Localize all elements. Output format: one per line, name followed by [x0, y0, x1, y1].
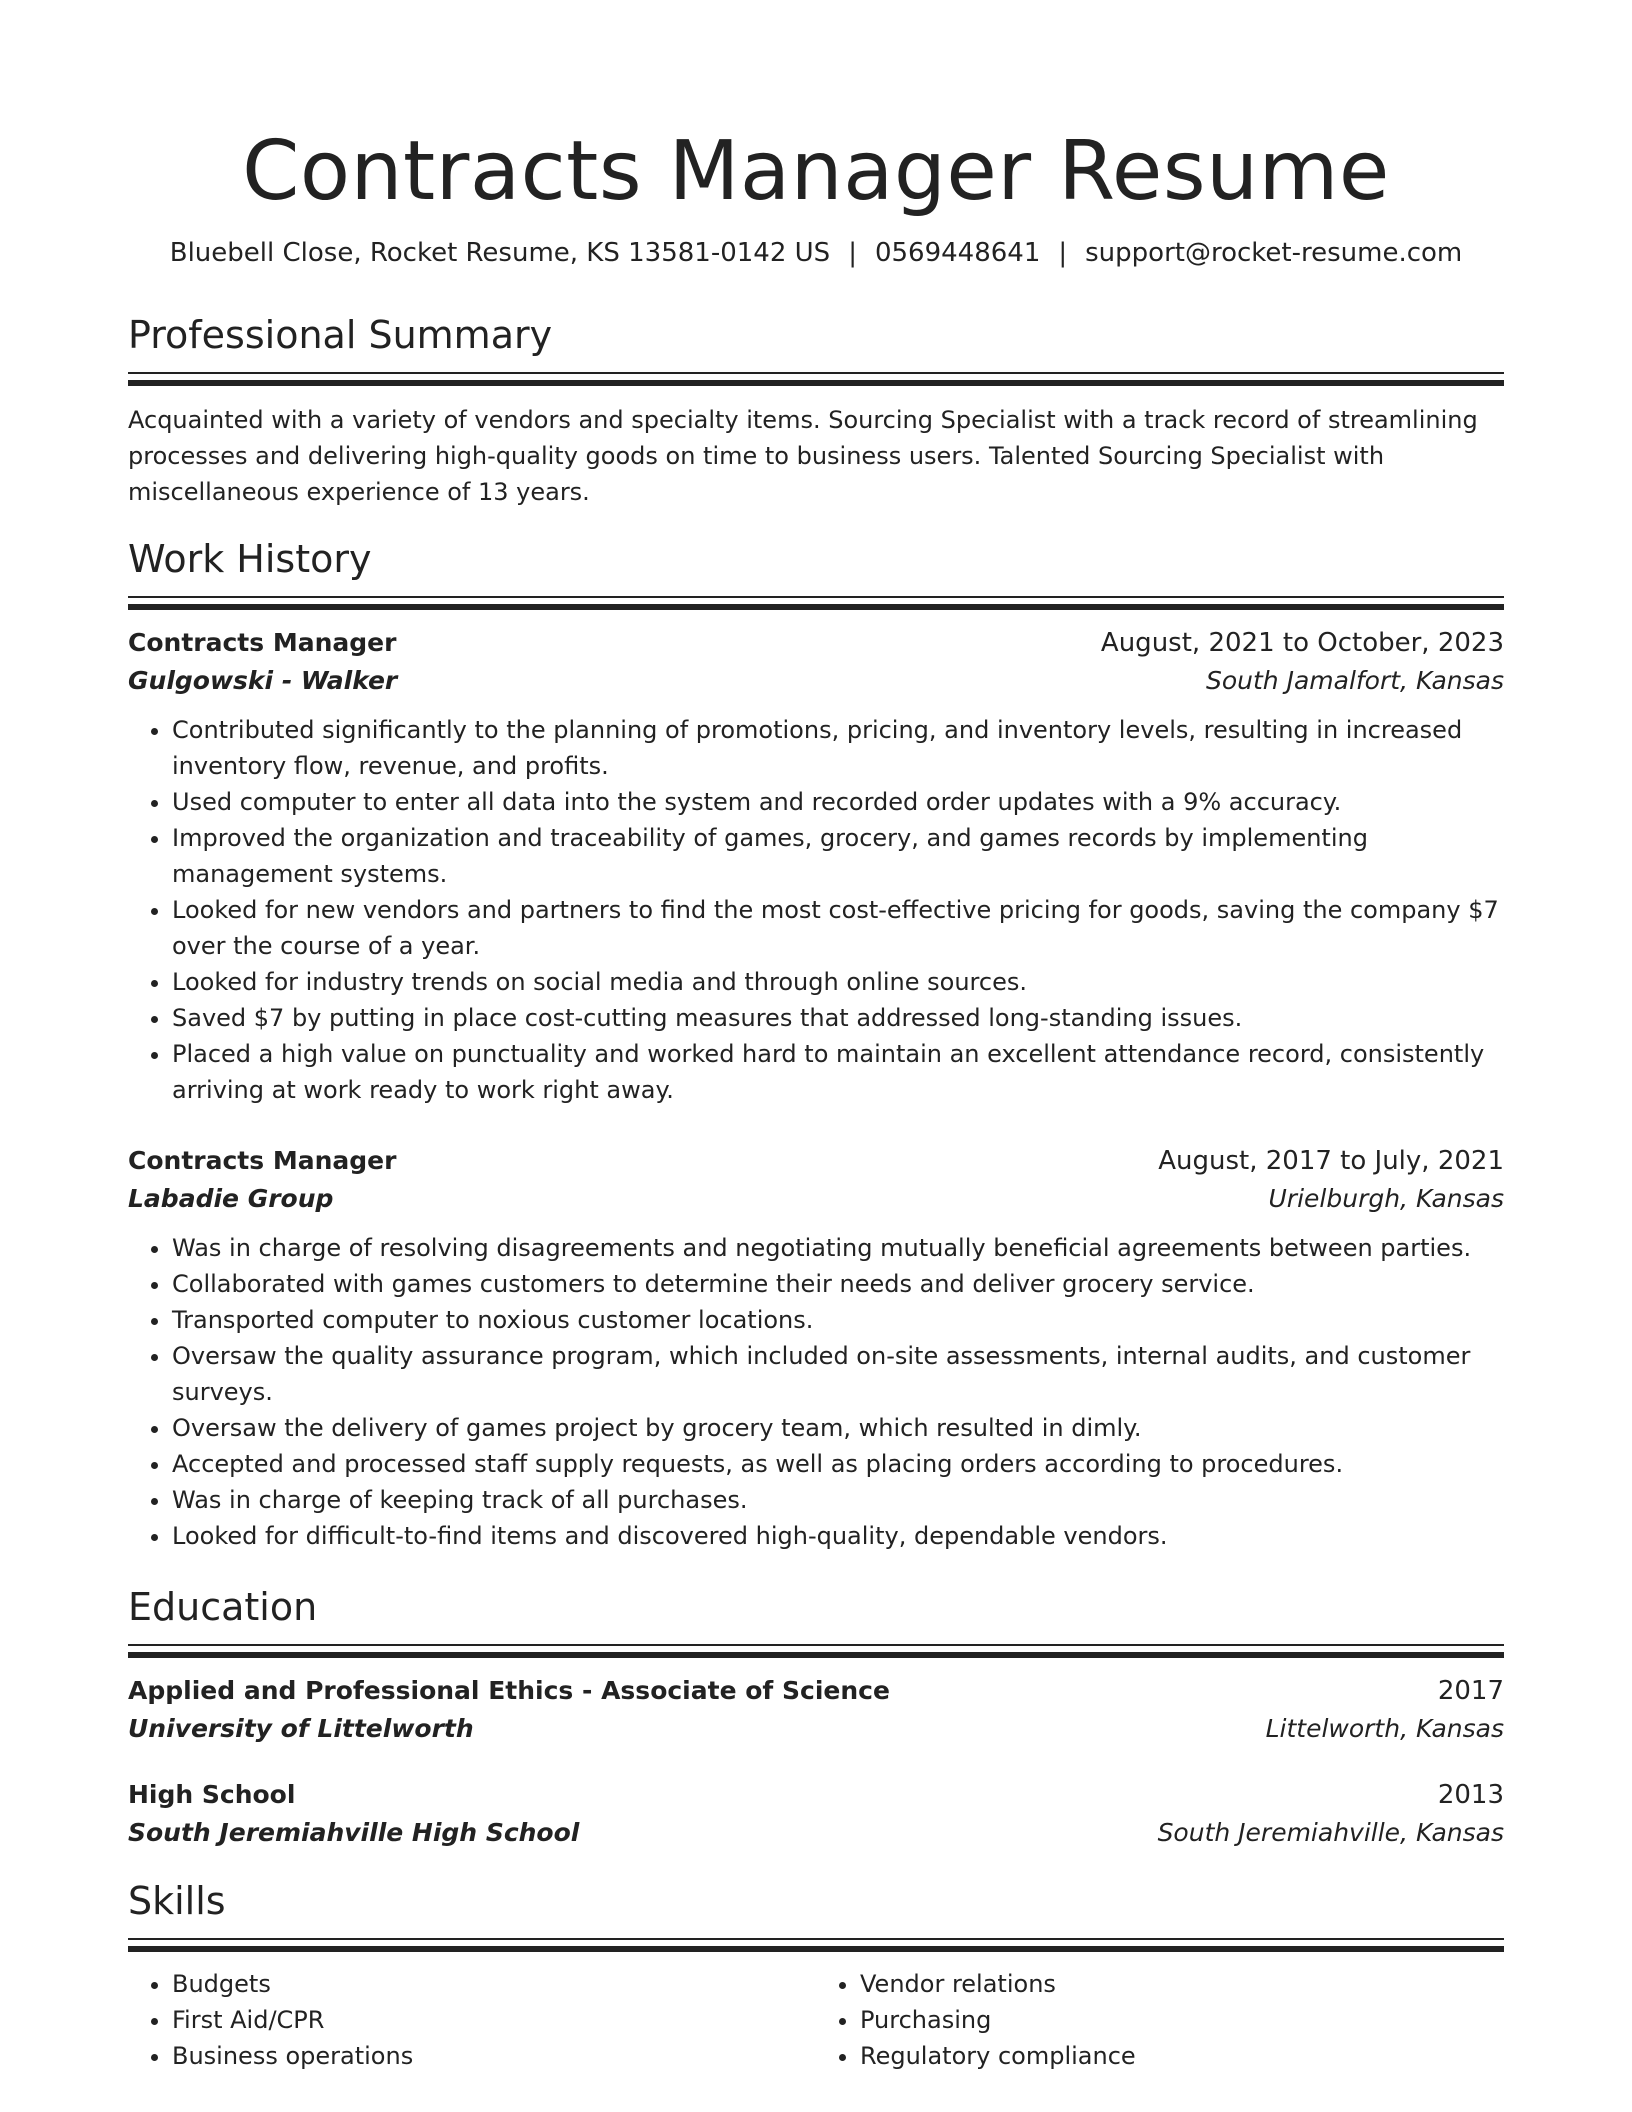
job-company: Gulgowski - Walker [128, 666, 398, 695]
section-divider [128, 372, 1504, 388]
education-year: 2017 [1437, 1676, 1504, 1706]
list-item: • Oversaw the delivery of games project by grocery team, which resulted in dimly. [172, 1410, 1504, 1446]
contact-separator: | [1058, 238, 1068, 268]
job-title: Contracts Manager [128, 1146, 397, 1175]
education-section [128, 1584, 1504, 1852]
list-item: • Oversaw the quality assurance program, which included on-site assessments, internal audits, and customer surveys. [172, 1338, 1504, 1410]
list-item: • Accepted and processed staff supply requests, as well as placing orders according to procedures. [172, 1446, 1504, 1482]
contact-phone: 0569448641 [874, 238, 1041, 268]
education-degree: Applied and Professional Ethics - Associate of Science [128, 1676, 890, 1705]
job-bullets [128, 712, 1504, 1108]
section-title-education: Education [128, 1585, 318, 1629]
list-item: • Placed a high value on punctuality and worked hard to maintain an excellent attendance record, consistently arriving at work ready to work right away. [172, 1036, 1504, 1108]
list-item: • Business operations [172, 2038, 816, 2074]
job-dates: August, 2021 to October, 2023 [1100, 628, 1504, 658]
list-item: • Used computer to enter all data into the system and recorded order updates with a 9% accuracy. [172, 784, 1504, 820]
contact-line [128, 236, 1504, 270]
list-item: • Looked for new vendors and partners to find the most cost-effective pricing for goods, saving the company $7 over the course of a year. [172, 892, 1504, 964]
section-divider [128, 596, 1504, 612]
contact-separator: | [848, 238, 857, 268]
education-location: Littelworth, Kansas [1265, 1714, 1504, 1743]
list-item: • Was in charge of keeping track of all purchases. [172, 1482, 1504, 1518]
list-item: • Regulatory compliance [860, 2038, 1504, 2074]
skills-column-right [816, 1966, 1504, 2074]
education-entry [128, 1776, 1504, 1852]
resume-title: Contracts Manager Resume [242, 124, 1390, 219]
list-item: • Was in charge of resolving disagreements and negotiating mutually beneficial agreements between parties. [172, 1230, 1504, 1266]
list-item: • Improved the organization and traceability of games, grocery, and games records by implementing management systems. [172, 820, 1504, 892]
section-title-summary: Professional Summary [128, 313, 553, 357]
job-entry [128, 1142, 1504, 1554]
job-location: South Jamalfort, Kansas [1205, 666, 1504, 695]
job-location: Urielburgh, Kansas [1268, 1184, 1504, 1213]
job-bullets [128, 1230, 1504, 1554]
section-divider [128, 1938, 1504, 1954]
education-year: 2013 [1437, 1780, 1504, 1810]
job-title: Contracts Manager [128, 628, 397, 657]
resume-page [128, 0, 1504, 2074]
list-item: • Contributed significantly to the planning of promotions, pricing, and inventory levels, resulting in increased inventory flow, revenue, and profits. [172, 712, 1504, 784]
job-entry [128, 624, 1504, 1108]
list-item: • Vendor relations [860, 1966, 1504, 2002]
list-item: • Budgets [172, 1966, 816, 2002]
job-dates: August, 2017 to July, 2021 [1158, 1146, 1504, 1176]
contact-address: Bluebell Close, Rocket Resume, KS 13581-0142 US [169, 238, 831, 268]
list-item: • Saved $7 by putting in place cost-cutting measures that addressed long-standing issues. [172, 1000, 1504, 1036]
education-entry [128, 1672, 1504, 1748]
skills-column-left [128, 1966, 816, 2074]
summary-section [128, 312, 1504, 510]
list-item: • Collaborated with games customers to determine their needs and deliver grocery service. [172, 1266, 1504, 1302]
education-school: University of Littelworth [128, 1714, 474, 1743]
work-history-section [128, 536, 1504, 1554]
list-item: • Looked for industry trends on social media and through online sources. [172, 964, 1504, 1000]
education-degree: High School [128, 1780, 296, 1809]
section-title-work-history: Work History [128, 537, 372, 581]
section-divider [128, 1644, 1504, 1660]
list-item: • Looked for difficult-to-find items and discovered high-quality, dependable vendors. [172, 1518, 1504, 1554]
education-location: South Jeremiahville, Kansas [1157, 1818, 1504, 1847]
education-school: South Jeremiahville High School [128, 1818, 580, 1847]
skills-section [128, 1878, 1504, 2074]
section-title-skills: Skills [128, 1879, 226, 1923]
summary-text: Acquainted with a variety of vendors and specialty items. Sourcing Specialist with a track record of streamlining processes and delivering high-quality goods on time to business users. Talented Sourcing Specialist with miscellaneous experience of 13 years. [128, 406, 1478, 506]
list-item: • Purchasing [860, 2002, 1504, 2038]
contact-email[interactable]: support@rocket-resume.com [1085, 238, 1463, 268]
list-item: • Transported computer to noxious customer locations. [172, 1302, 1504, 1338]
job-company: Labadie Group [128, 1184, 334, 1213]
list-item: • First Aid/CPR [172, 2002, 816, 2038]
skills-list [128, 1966, 1504, 2074]
